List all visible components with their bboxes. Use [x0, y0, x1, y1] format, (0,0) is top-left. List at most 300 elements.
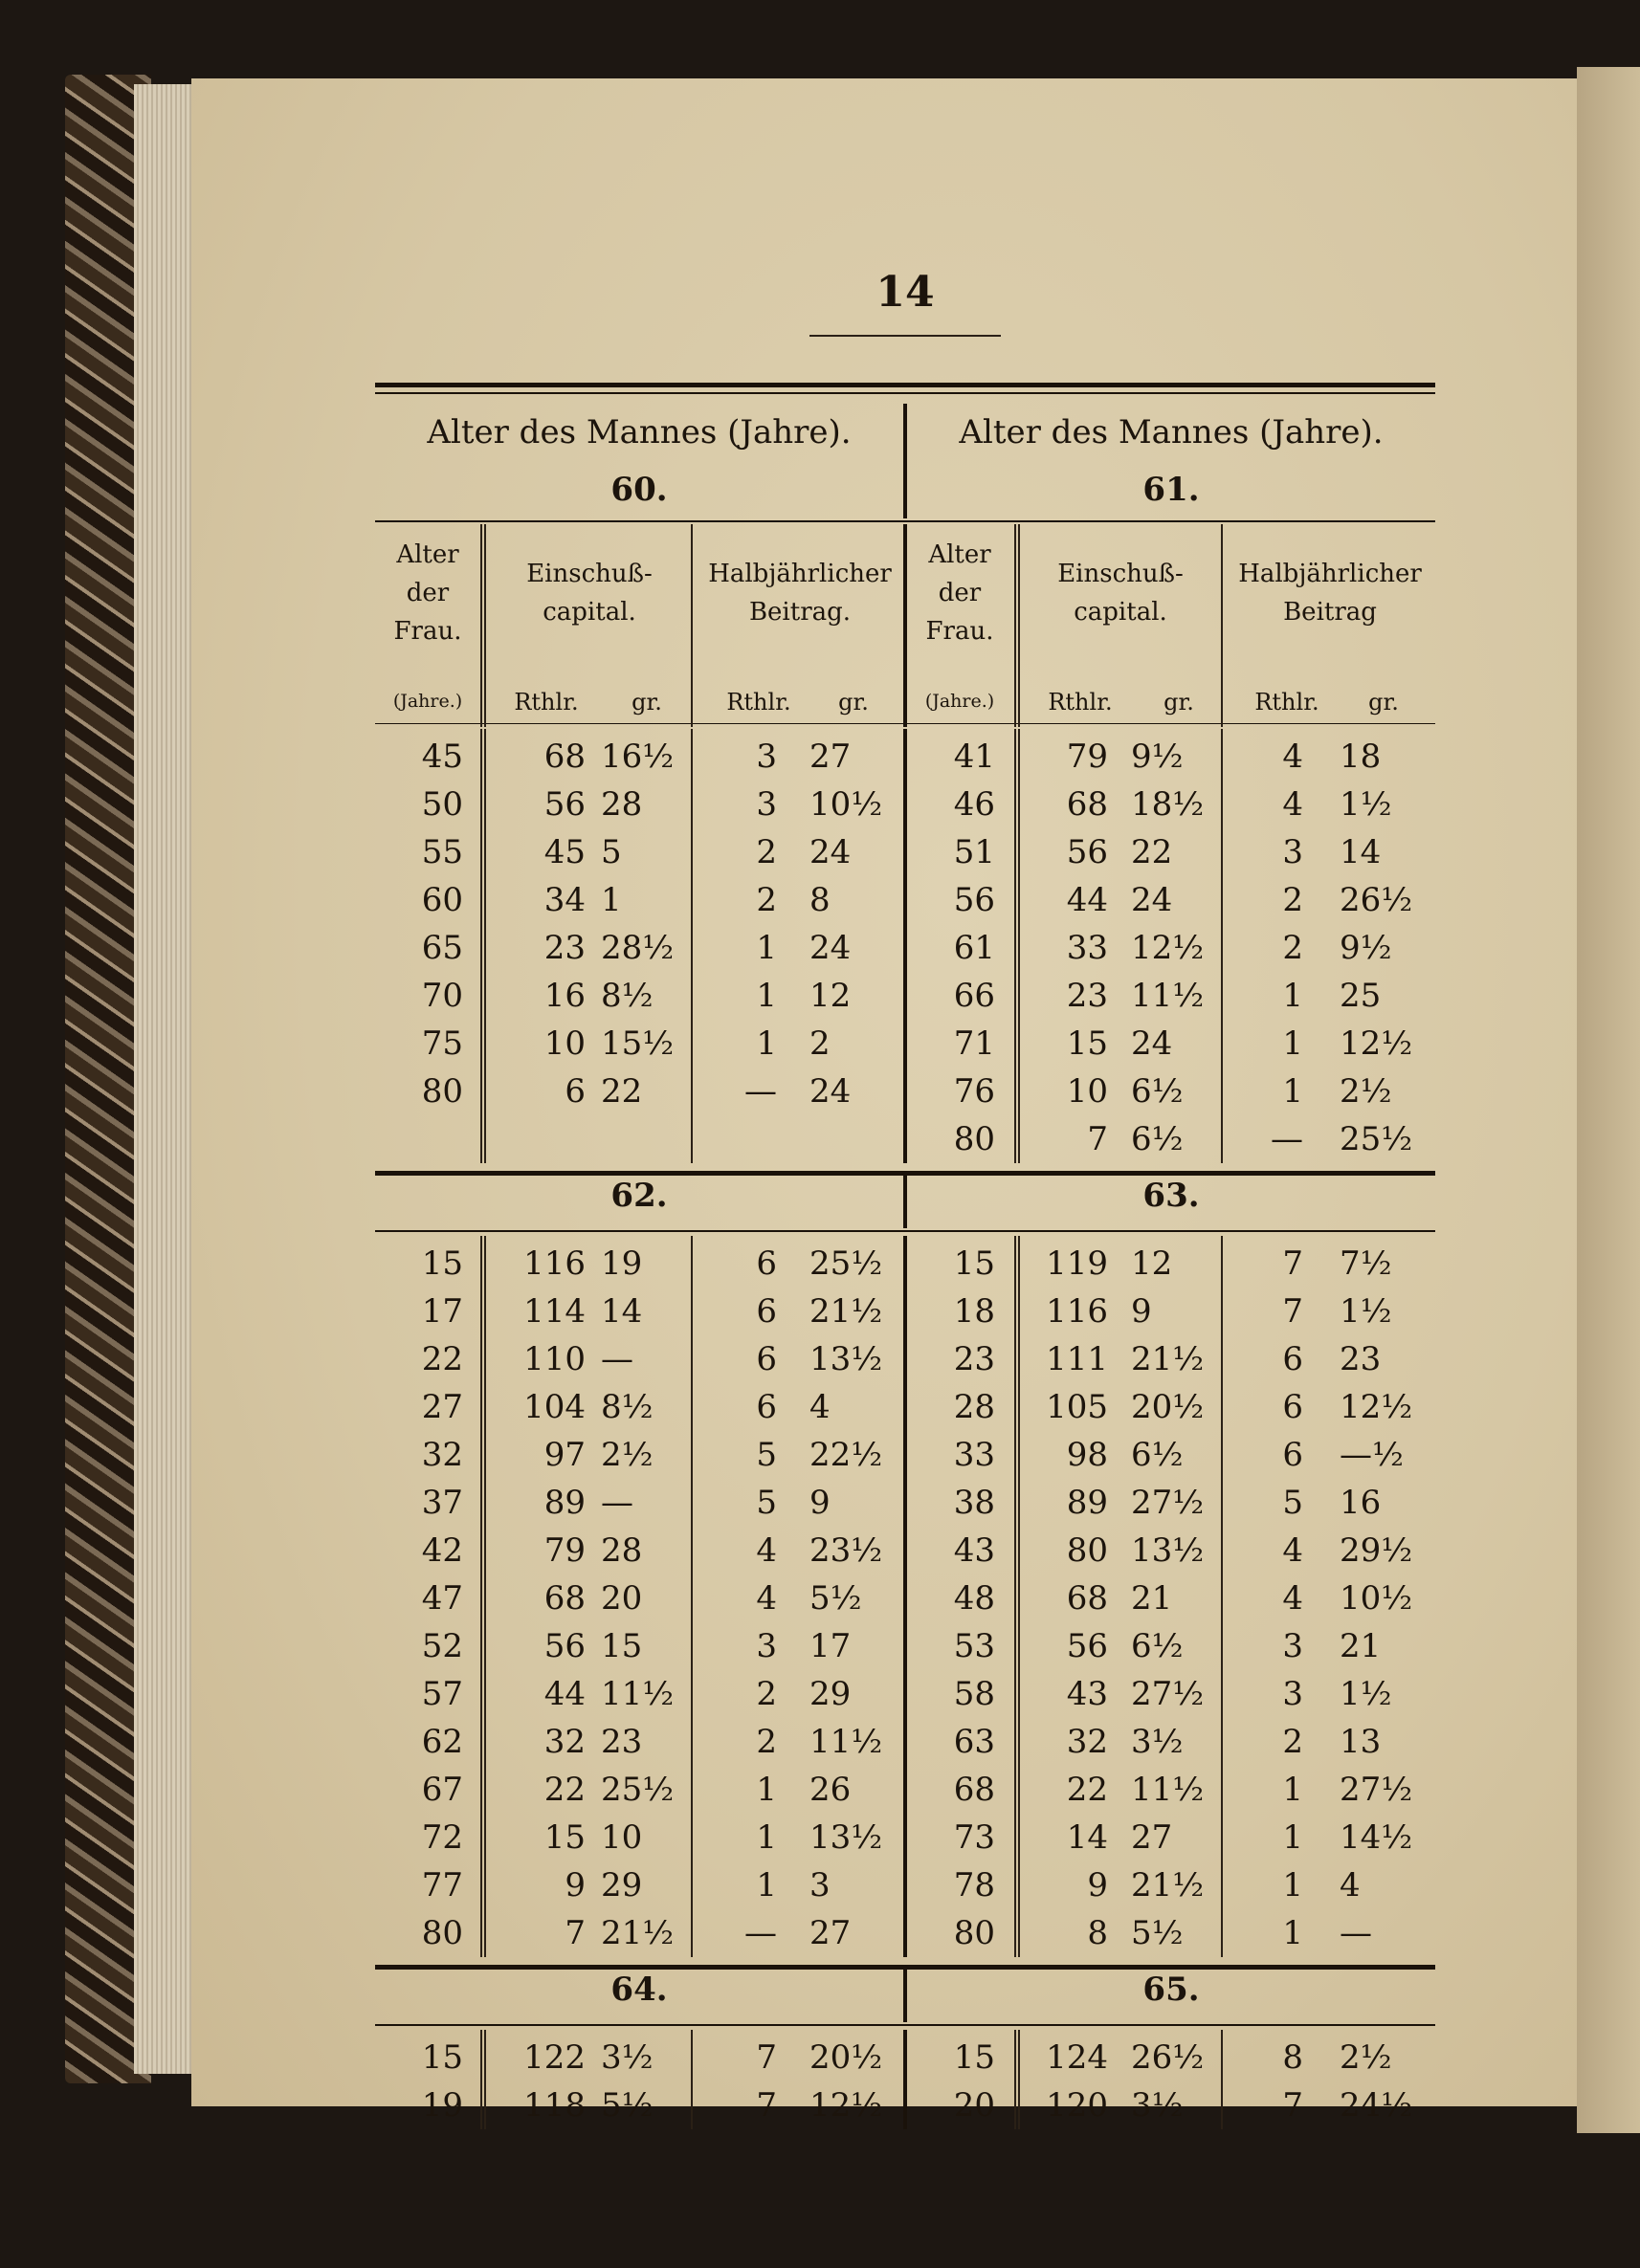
- cell-right-contribution-thaler: 7: [1282, 1244, 1303, 1283]
- cell-left-contribution-thaler: 1: [756, 1771, 777, 1809]
- cell-right-capital-thaler: 120: [1046, 2086, 1108, 2125]
- col-head-line: Beitrag.: [748, 598, 852, 627]
- cell-left-contribution-thaler: 5: [756, 1436, 777, 1474]
- column-divider: [1014, 1236, 1020, 1957]
- cell-right-wife-age: 71: [953, 1024, 995, 1063]
- cell-right-wife-age: 61: [953, 929, 995, 967]
- header-divider: [903, 404, 907, 518]
- cell-left-contribution-thaler: 2: [756, 1675, 777, 1713]
- cell-left-capital-groschen: 22: [601, 1072, 643, 1111]
- cell-right-contribution-groschen: 25½: [1340, 1120, 1413, 1158]
- cell-left-wife-age: 15: [421, 2038, 463, 2077]
- cell-left-wife-age: 75: [421, 1024, 463, 1063]
- cell-right-capital-thaler: 23: [1066, 977, 1108, 1015]
- col-head-line: Alter: [928, 540, 991, 569]
- cell-left-contribution-groschen: 25½: [809, 1244, 883, 1283]
- cell-left-contribution-groschen: 29: [809, 1675, 852, 1713]
- cell-right-capital-thaler: 116: [1046, 1292, 1108, 1331]
- cell-right-contribution-thaler: 1: [1282, 1072, 1303, 1111]
- unit-groschen-capital-left: gr.: [632, 689, 662, 716]
- cell-right-contribution-groschen: 16: [1340, 1484, 1382, 1522]
- col-head-line: Beitrag: [1283, 598, 1377, 627]
- cell-right-wife-age: 48: [953, 1579, 995, 1618]
- cell-left-contribution-groschen: 24: [809, 1072, 852, 1111]
- cell-left-contribution-thaler: 4: [756, 1579, 777, 1618]
- cell-left-contribution-thaler: 1: [756, 1866, 777, 1905]
- page-number: 14: [875, 268, 935, 317]
- cell-left-wife-age: 62: [421, 1723, 463, 1761]
- col-head-line: capital.: [1074, 598, 1167, 627]
- cell-right-capital-thaler: 33: [1066, 929, 1108, 967]
- cell-right-contribution-thaler: 6: [1282, 1388, 1303, 1426]
- top-rule: [375, 383, 1435, 387]
- cell-left-capital-thaler: 56: [543, 785, 586, 824]
- cell-right-wife-age: 73: [953, 1818, 995, 1857]
- cell-left-contribution-thaler: 2: [756, 881, 777, 919]
- cell-left-contribution-groschen: 24: [809, 929, 852, 967]
- column-divider: [903, 524, 907, 727]
- cell-right-wife-age: 76: [953, 1072, 995, 1111]
- cell-left-wife-age: 67: [421, 1771, 463, 1809]
- cell-right-capital-thaler: 8: [1087, 1914, 1108, 1952]
- cell-right-wife-age: 38: [953, 1484, 995, 1522]
- column-divider: [1221, 1236, 1223, 1957]
- cell-left-wife-age: 57: [421, 1675, 463, 1713]
- cell-right-contribution-groschen: 7½: [1340, 1244, 1392, 1283]
- cell-left-capital-groschen: 8½: [601, 977, 654, 1015]
- col-head-contribution-right: [1225, 555, 1435, 631]
- cell-right-contribution-thaler: 4: [1282, 1531, 1303, 1570]
- col-head-line: Halbjährlicher: [1238, 560, 1422, 588]
- cell-left-contribution-thaler: 1: [756, 1024, 777, 1063]
- cell-left-capital-thaler: 79: [543, 1531, 586, 1570]
- cell-right-capital-thaler: 98: [1066, 1436, 1108, 1474]
- cell-left-capital-groschen: 20: [601, 1579, 643, 1618]
- cell-left-contribution-groschen: 10½: [809, 785, 883, 824]
- cell-right-contribution-groschen: 27½: [1340, 1771, 1413, 1809]
- cell-right-capital-groschen: 6½: [1131, 1072, 1184, 1111]
- cell-right-contribution-thaler: 1: [1282, 1866, 1303, 1905]
- cell-right-contribution-thaler: 4: [1282, 738, 1303, 776]
- cell-right-capital-groschen: 24: [1131, 881, 1173, 919]
- cell-right-capital-thaler: 9: [1087, 1866, 1108, 1905]
- cell-right-capital-groschen: 27½: [1131, 1484, 1205, 1522]
- column-divider: [480, 729, 486, 1163]
- cell-left-capital-thaler: 23: [543, 929, 586, 967]
- cell-right-capital-thaler: 15: [1066, 1024, 1108, 1063]
- cell-left-capital-groschen: 2½: [601, 1436, 654, 1474]
- cell-left-contribution-groschen: 20½: [809, 2038, 883, 2077]
- cell-right-capital-thaler: 56: [1066, 1627, 1108, 1665]
- section-rule-thin: [375, 1230, 1435, 1232]
- cell-left-capital-groschen: 19: [601, 1244, 643, 1283]
- section-divider: [903, 1969, 907, 2022]
- cell-right-wife-age: 15: [953, 2038, 995, 2077]
- cell-right-contribution-groschen: 14: [1340, 833, 1382, 871]
- cell-right-contribution-thaler: 3: [1282, 1627, 1303, 1665]
- right-header-title: Alter des Mannes (Jahre).: [959, 413, 1384, 451]
- cell-left-wife-age: 70: [421, 977, 463, 1015]
- cell-left-capital-groschen: 11½: [601, 1675, 675, 1713]
- cell-left-contribution-thaler: 7: [756, 2038, 777, 2077]
- cell-left-capital-thaler: 34: [543, 881, 586, 919]
- cell-right-contribution-thaler: 8: [1282, 2038, 1303, 2077]
- cell-left-contribution-groschen: 27: [809, 738, 852, 776]
- cell-left-contribution-groschen: 8: [809, 881, 831, 919]
- cell-right-wife-age: 80: [953, 1914, 995, 1952]
- col-head-line: Einschuß-: [1057, 560, 1184, 588]
- unit-groschen-capital-right: gr.: [1164, 689, 1194, 716]
- col-head-line: Frau.: [925, 617, 994, 646]
- cell-left-capital-thaler: 68: [543, 1579, 586, 1618]
- cell-left-contribution-groschen: 24: [809, 833, 852, 871]
- cell-right-contribution-groschen: 2½: [1340, 1072, 1392, 1111]
- cell-left-contribution-groschen: 9: [809, 1484, 831, 1522]
- cell-right-contribution-thaler: —: [1271, 1120, 1303, 1158]
- cell-left-wife-age: 60: [421, 881, 463, 919]
- cell-right-capital-thaler: 79: [1066, 738, 1108, 776]
- cell-right-contribution-groschen: 18: [1340, 738, 1382, 776]
- cell-right-wife-age: 53: [953, 1627, 995, 1665]
- col-head-wife-age-left: [375, 536, 480, 650]
- unit-groschen-contrib-left: gr.: [838, 689, 869, 716]
- cell-right-wife-age: 66: [953, 977, 995, 1015]
- column-divider: [691, 2030, 693, 2129]
- cell-left-capital-thaler: 104: [523, 1388, 586, 1426]
- cell-right-contribution-groschen: 9½: [1340, 929, 1392, 967]
- col-head-line: Einschuß-: [526, 560, 653, 588]
- section-age-right: 65.: [1142, 1971, 1200, 2009]
- cell-left-capital-thaler: 114: [523, 1292, 586, 1331]
- cell-right-wife-age: 68: [953, 1771, 995, 1809]
- cell-left-capital-groschen: 29: [601, 1866, 643, 1905]
- cell-right-capital-groschen: 6½: [1131, 1627, 1184, 1665]
- cell-right-contribution-thaler: 7: [1282, 1292, 1303, 1331]
- header-bottom-rule: [375, 520, 1435, 522]
- cell-left-contribution-thaler: —: [744, 1914, 777, 1952]
- section-divider: [903, 1175, 907, 1228]
- cell-left-contribution-groschen: 13½: [809, 1340, 883, 1378]
- cell-left-contribution-thaler: 6: [756, 1292, 777, 1331]
- cell-right-contribution-thaler: 4: [1282, 785, 1303, 824]
- cell-right-capital-groschen: 21½: [1131, 1340, 1205, 1378]
- cell-left-contribution-thaler: 4: [756, 1531, 777, 1570]
- cell-left-capital-groschen: 16½: [601, 738, 675, 776]
- cell-left-contribution-thaler: 1: [756, 1818, 777, 1857]
- cell-left-contribution-groschen: 2: [809, 1024, 831, 1063]
- cell-right-contribution-groschen: —½: [1340, 1436, 1404, 1474]
- cell-right-contribution-thaler: 2: [1282, 929, 1303, 967]
- cell-right-capital-groschen: 21½: [1131, 1866, 1205, 1905]
- cell-left-capital-groschen: 5½: [601, 2086, 654, 2125]
- cell-left-capital-groschen: 28: [601, 785, 643, 824]
- cell-left-wife-age: 19: [421, 2086, 463, 2125]
- cell-left-wife-age: 42: [421, 1531, 463, 1570]
- cell-left-capital-thaler: 10: [543, 1024, 586, 1063]
- cell-left-capital-groschen: 14: [601, 1292, 643, 1331]
- cell-right-capital-groschen: 6½: [1131, 1120, 1184, 1158]
- column-divider: [480, 2030, 486, 2129]
- col-head-line: der: [406, 579, 450, 607]
- cell-right-capital-thaler: 68: [1066, 1579, 1108, 1618]
- cell-right-contribution-thaler: 6: [1282, 1340, 1303, 1378]
- cell-right-capital-thaler: 43: [1066, 1675, 1108, 1713]
- cell-right-contribution-thaler: 5: [1282, 1484, 1303, 1522]
- cell-right-capital-groschen: 24: [1131, 1024, 1173, 1063]
- cell-left-capital-groschen: 10: [601, 1818, 643, 1857]
- cell-left-contribution-thaler: 5: [756, 1484, 777, 1522]
- cell-left-capital-thaler: 122: [523, 2038, 586, 2077]
- cell-left-contribution-groschen: 17: [809, 1627, 852, 1665]
- unit-thaler-capital-left: Rthlr.: [514, 689, 579, 716]
- cell-left-contribution-thaler: 7: [756, 2086, 777, 2125]
- section-age-left: 62.: [610, 1177, 668, 1215]
- cell-right-wife-age: 41: [953, 738, 995, 776]
- cell-right-wife-age: 28: [953, 1388, 995, 1426]
- right-header-age: 61.: [1142, 471, 1200, 509]
- cell-right-capital-groschen: 5½: [1131, 1914, 1184, 1952]
- col-head-contribution-left: [697, 555, 903, 631]
- column-divider: [1221, 524, 1223, 727]
- cell-right-contribution-thaler: 3: [1282, 1675, 1303, 1713]
- section-rule-thin: [375, 2024, 1435, 2026]
- cell-left-capital-groschen: 21½: [601, 1914, 675, 1952]
- cell-left-capital-groschen: 23: [601, 1723, 643, 1761]
- cell-right-capital-thaler: 7: [1087, 1120, 1108, 1158]
- cell-left-contribution-thaler: —: [744, 1072, 777, 1111]
- cell-right-contribution-thaler: 1: [1282, 1914, 1303, 1952]
- cell-right-wife-age: 80: [953, 1120, 995, 1158]
- unit-thaler-contrib-left: Rthlr.: [726, 689, 791, 716]
- cell-right-contribution-groschen: 1½: [1340, 785, 1392, 824]
- cell-left-contribution-groschen: 13½: [809, 1818, 883, 1857]
- cell-left-wife-age: 17: [421, 1292, 463, 1331]
- cell-left-capital-groschen: 3½: [601, 2038, 654, 2077]
- cell-right-capital-groschen: 9: [1131, 1292, 1152, 1331]
- cell-right-capital-groschen: 27: [1131, 1818, 1173, 1857]
- cell-right-capital-groschen: 3½: [1131, 2086, 1184, 2125]
- cell-left-capital-thaler: 16: [543, 977, 586, 1015]
- cell-left-capital-groschen: 28: [601, 1531, 643, 1570]
- cell-right-capital-groschen: 27½: [1131, 1675, 1205, 1713]
- cell-left-wife-age: 32: [421, 1436, 463, 1474]
- page-number-rule: [809, 335, 1001, 337]
- cell-left-wife-age: 72: [421, 1818, 463, 1857]
- cell-right-capital-groschen: 9½: [1131, 738, 1184, 776]
- cell-right-wife-age: 18: [953, 1292, 995, 1331]
- cell-right-capital-thaler: 105: [1046, 1388, 1108, 1426]
- cell-left-contribution-groschen: 26: [809, 1771, 852, 1809]
- unit-years-right: (Jahre.): [924, 691, 995, 712]
- left-header-age: 60.: [610, 471, 668, 509]
- cell-right-contribution-groschen: 23: [1340, 1340, 1382, 1378]
- cell-right-capital-thaler: 80: [1066, 1531, 1108, 1570]
- cell-right-contribution-groschen: 24½: [1340, 2086, 1413, 2125]
- cell-left-contribution-groschen: 4: [809, 1388, 831, 1426]
- column-divider: [480, 1236, 486, 1957]
- cell-right-contribution-thaler: 7: [1282, 2086, 1303, 2125]
- cell-left-capital-thaler: 44: [543, 1675, 586, 1713]
- cell-right-wife-age: 46: [953, 785, 995, 824]
- cell-right-contribution-thaler: 1: [1282, 1771, 1303, 1809]
- column-divider: [903, 729, 907, 1163]
- cell-left-capital-groschen: —: [601, 1484, 633, 1522]
- cell-left-wife-age: 15: [421, 1244, 463, 1283]
- cell-left-capital-thaler: 6: [565, 1072, 586, 1111]
- cell-right-capital-groschen: 6½: [1131, 1436, 1184, 1474]
- cell-left-contribution-groschen: 3: [809, 1866, 831, 1905]
- cell-left-capital-groschen: —: [601, 1340, 633, 1378]
- annuity-table: [375, 383, 1435, 2125]
- cell-left-wife-age: 45: [421, 738, 463, 776]
- cell-left-contribution-groschen: 21½: [809, 1292, 883, 1331]
- cell-left-wife-age: 50: [421, 785, 463, 824]
- col-head-capital-right: [1018, 555, 1223, 631]
- cell-left-capital-groschen: 25½: [601, 1771, 675, 1809]
- cell-right-capital-groschen: 26½: [1131, 2038, 1205, 2077]
- cell-left-capital-thaler: 97: [543, 1436, 586, 1474]
- cell-left-capital-thaler: 22: [543, 1771, 586, 1809]
- cell-right-wife-age: 58: [953, 1675, 995, 1713]
- cell-right-wife-age: 78: [953, 1866, 995, 1905]
- cell-right-contribution-thaler: 1: [1282, 977, 1303, 1015]
- cell-right-capital-thaler: 68: [1066, 785, 1108, 824]
- cell-left-wife-age: 27: [421, 1388, 463, 1426]
- unit-thaler-contrib-right: Rthlr.: [1254, 689, 1319, 716]
- cell-right-contribution-groschen: 2½: [1340, 2038, 1392, 2077]
- cell-left-capital-thaler: 89: [543, 1484, 586, 1522]
- cell-left-contribution-thaler: 6: [756, 1388, 777, 1426]
- cell-right-wife-age: 20: [953, 2086, 995, 2125]
- column-divider: [903, 2030, 907, 2129]
- cell-right-capital-groschen: 11½: [1131, 1771, 1205, 1809]
- left-header-title: Alter des Mannes (Jahre).: [427, 413, 852, 451]
- cell-left-wife-age: 77: [421, 1866, 463, 1905]
- cell-right-capital-groschen: 11½: [1131, 977, 1205, 1015]
- cell-right-capital-thaler: 22: [1066, 1771, 1108, 1809]
- cell-right-capital-groschen: 12: [1131, 1244, 1173, 1283]
- cell-right-contribution-thaler: 4: [1282, 1579, 1303, 1618]
- cell-right-capital-thaler: 44: [1066, 881, 1108, 919]
- cell-right-contribution-groschen: 13: [1340, 1723, 1382, 1761]
- col-head-line: Frau.: [393, 617, 462, 646]
- cell-right-contribution-thaler: 1: [1282, 1818, 1303, 1857]
- cell-left-contribution-groschen: 12: [809, 977, 852, 1015]
- cell-left-wife-age: 52: [421, 1627, 463, 1665]
- cell-left-capital-thaler: 110: [523, 1340, 586, 1378]
- cell-left-capital-thaler: 116: [523, 1244, 586, 1283]
- unit-groschen-contrib-right: gr.: [1368, 689, 1399, 716]
- cell-right-capital-thaler: 32: [1066, 1723, 1108, 1761]
- cell-right-contribution-groschen: 1½: [1340, 1292, 1392, 1331]
- column-divider: [1221, 729, 1223, 1163]
- cell-right-contribution-groschen: 4: [1340, 1866, 1361, 1905]
- col-head-line: capital.: [543, 598, 636, 627]
- cell-left-contribution-thaler: 6: [756, 1340, 777, 1378]
- cell-left-capital-thaler: 7: [565, 1914, 586, 1952]
- column-divider: [1221, 2030, 1223, 2129]
- cell-right-capital-groschen: 18½: [1131, 785, 1205, 824]
- cell-right-contribution-groschen: —: [1340, 1914, 1372, 1952]
- cell-left-capital-thaler: 9: [565, 1866, 586, 1905]
- column-divider: [1014, 729, 1020, 1163]
- cell-left-wife-age: 47: [421, 1579, 463, 1618]
- cell-right-contribution-groschen: 21: [1340, 1627, 1382, 1665]
- cell-right-capital-thaler: 119: [1046, 1244, 1108, 1283]
- cell-left-capital-groschen: 15½: [601, 1024, 675, 1063]
- cell-right-contribution-groschen: 10½: [1340, 1579, 1413, 1618]
- unit-thaler-capital-right: Rthlr.: [1048, 689, 1113, 716]
- cell-left-contribution-groschen: 22½: [809, 1436, 883, 1474]
- cell-right-capital-thaler: 56: [1066, 833, 1108, 871]
- column-divider: [691, 729, 693, 1163]
- cell-right-wife-age: 56: [953, 881, 995, 919]
- top-rule-thin: [375, 392, 1435, 394]
- cell-right-contribution-thaler: 2: [1282, 881, 1303, 919]
- cell-left-capital-groschen: 5: [601, 833, 622, 871]
- cell-left-capital-thaler: 15: [543, 1818, 586, 1857]
- cell-right-wife-age: 15: [953, 1244, 995, 1283]
- cell-left-capital-thaler: 68: [543, 738, 586, 776]
- cell-right-capital-groschen: 3½: [1131, 1723, 1184, 1761]
- cell-left-contribution-thaler: 3: [756, 738, 777, 776]
- cell-left-capital-thaler: 56: [543, 1627, 586, 1665]
- cell-right-capital-groschen: 12½: [1131, 929, 1205, 967]
- cell-left-contribution-groschen: 12½: [809, 2086, 883, 2125]
- cell-left-wife-age: 80: [421, 1072, 463, 1111]
- cell-left-wife-age: 80: [421, 1914, 463, 1952]
- cell-right-capital-thaler: 111: [1046, 1340, 1108, 1378]
- column-divider: [1014, 524, 1020, 727]
- cell-left-contribution-groschen: 11½: [809, 1723, 883, 1761]
- section-age-left: 64.: [610, 1971, 668, 2009]
- col-head-line: Halbjährlicher: [708, 560, 892, 588]
- column-divider: [480, 524, 486, 727]
- cell-left-contribution-groschen: 5½: [809, 1579, 862, 1618]
- cell-right-wife-age: 33: [953, 1436, 995, 1474]
- cell-right-contribution-thaler: 2: [1282, 1723, 1303, 1761]
- cell-left-capital-groschen: 28½: [601, 929, 675, 967]
- column-divider: [691, 1236, 693, 1957]
- cell-right-capital-thaler: 10: [1066, 1072, 1108, 1111]
- column-divider: [691, 524, 693, 727]
- cell-left-contribution-thaler: 1: [756, 929, 777, 967]
- cell-left-contribution-thaler: 3: [756, 785, 777, 824]
- facing-page-edge: [1577, 67, 1640, 2133]
- cell-right-contribution-groschen: 1½: [1340, 1675, 1392, 1713]
- cell-left-contribution-groschen: 23½: [809, 1531, 883, 1570]
- cell-right-capital-thaler: 89: [1066, 1484, 1108, 1522]
- col-head-line: der: [938, 579, 982, 607]
- cell-right-capital-groschen: 21: [1131, 1579, 1173, 1618]
- cell-right-contribution-thaler: 1: [1282, 1024, 1303, 1063]
- cell-left-capital-groschen: 15: [601, 1627, 643, 1665]
- cell-right-contribution-thaler: 6: [1282, 1436, 1303, 1474]
- cell-left-contribution-thaler: 3: [756, 1627, 777, 1665]
- cell-right-capital-groschen: 20½: [1131, 1388, 1205, 1426]
- cell-right-capital-thaler: 124: [1046, 2038, 1108, 2077]
- cell-left-capital-groschen: 8½: [601, 1388, 654, 1426]
- cell-left-wife-age: 65: [421, 929, 463, 967]
- cell-left-wife-age: 37: [421, 1484, 463, 1522]
- cell-left-capital-groschen: 1: [601, 881, 622, 919]
- cell-left-contribution-thaler: 2: [756, 833, 777, 871]
- cell-right-contribution-thaler: 3: [1282, 833, 1303, 871]
- cell-left-contribution-thaler: 1: [756, 977, 777, 1015]
- section-age-right: 63.: [1142, 1177, 1200, 1215]
- cell-right-contribution-groschen: 12½: [1340, 1388, 1413, 1426]
- column-divider: [903, 1236, 907, 1957]
